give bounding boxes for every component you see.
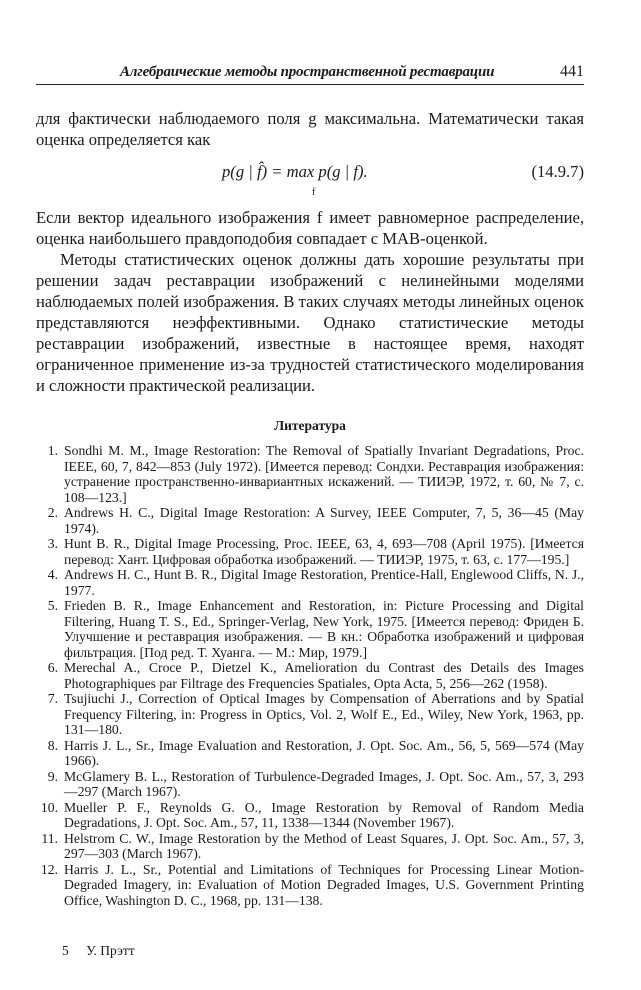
body-text [36,108,584,396]
reference-number: 4. [47,567,58,582]
reference-text: Andrews H. C., Hunt B. R., Digital Image Restoration, Prentice-Hall, Englewood Cliffs, N. J., 1977. [64,567,584,598]
reference-item [36,831,584,862]
reference-item [36,567,584,598]
reference-item [36,800,584,831]
reference-number: 5. [47,598,58,613]
reference-text: Helstrom C. W., Image Restoration by the Method of Least Squares, J. Opt. Soc. Am., 57, 3, 297—303 (March 1967). [64,830,584,861]
signature-number: 5 [62,943,69,958]
formula-text: p(g | f̂) = max p(g | f). [222,162,368,181]
reference-item [36,691,584,738]
reference-number: 8. [47,737,58,753]
reference-number: 10. [40,799,58,815]
reference-text: Frieden B. R., Image Enhancement and Restoration, in: Picture Processing and Digital Filtering, Huang T. S., Ed., Springer-Verlag, New York, 1975. [Имеется перевод: Фриден Б. Улучшение и реставрация изображения. — В кн.: Обработка изображений и цифровая фильтрация. [Под ред. Т. Хуанга. — М.: Мир, 1979.] [64,598,584,660]
reference-text: McGlamery B. L., Restoration of Turbulence-Degraded Images, J. Opt. Soc. Am., 57, 3, 293—297 (March 1967). [64,768,584,799]
paragraph-2: Если вектор идеального изображения f имеет равномерное распределение, оценка наибольшего правдоподобия совпадает с МАВ-оценкой. [36,208,584,248]
reference-text: Hunt B. R., Digital Image Processing, Proc. IEEE, 63, 4, 693—708 (April 1975). [Имеется перевод: Хант. Цифровая обработка изображений. — ТИИЭР, 1975, т. 63, с. 177—195.] [64,536,584,567]
reference-number: 7. [47,691,58,706]
reference-item [36,443,584,505]
reference-text: Merechal A., Croce P., Dietzel K., Amelioration du Contrast des Details des Images Photographiques par Filtrage des Frequencies Spatiales, Opta Acta, 5, 256—262 (1958). [64,660,584,691]
reference-text: Andrews H. C., Digital Image Restoration: A Survey, IEEE Computer, 7, 5, 36—45 (May 1974). [64,505,584,536]
reference-number: 2. [47,505,58,520]
reference-number: 12. [40,861,58,877]
reference-list [36,443,584,908]
reference-number: 1. [47,443,58,458]
reference-item [36,536,584,567]
signature-line [62,943,135,959]
running-header [36,63,584,85]
reference-number: 6. [47,660,58,675]
reference-text: Mueller P. F., Reynolds G. O., Image Restoration by Removal of Random Media Degradations, J. Opt. Soc. Am., 57, 11, 1338—1344 (November 1967). [64,799,584,830]
paragraph-1: для фактически наблюдаемого поля g максимальна. Математически такая оценка определяется как [36,109,584,149]
reference-item [36,738,584,769]
equation-number: (14.9.7) [531,162,584,181]
formula-subscript: f [312,187,316,198]
running-title: Алгебраические методы пространственной реставрации [120,64,495,80]
reference-item [36,769,584,800]
references-title: Литература [274,418,346,433]
reference-item [36,660,584,691]
reference-text: Sondhi M. M., Image Restoration: The Removal of Spatially Invariant Degradations, Proc. IEEE, 60, 7, 842—853 (July 1972). [Имеется перевод: Сондхи. Реставрация изображения: устранение пространственно-инвариантных искажений. — ТИИЭР, 1972, т. 60, № 7, с. 108—123.] [64,443,584,505]
signature-text: У. Прэтт [86,943,135,958]
paragraph-3: Методы статистических оценок должны дать хорошие результаты при решении задач реставрации изображений с нелинейными моделями наблюдаемых полей изображения. В таких случаях методы линейных оценок представляются неэффективными. Однако статистические методы реставрации изображений, известные в настоящее время, находят ограниченное применение из-за трудностей статистического моделирования и сложности практической реализации. [36,250,584,395]
reference-number: 9. [47,768,58,784]
reference-number: 11. [41,830,58,846]
equation-14-9-7 [36,161,584,198]
reference-text: Tsujiuchi J., Correction of Optical Images by Compensation of Aberrations and by Spatial Frequency Filtering, in: Progress in Optics, Vol. 2, Wolf E., Ed., Wiley, New York, 1963, pp. 131—180. [64,691,584,737]
reference-text: Harris J. L., Sr., Image Evaluation and Restoration, J. Opt. Soc. Am., 56, 5, 569—574 (May 1966). [64,737,584,768]
page-number: 441 [560,63,584,80]
reference-item [36,598,584,660]
reference-number: 3. [47,536,58,551]
reference-item [36,505,584,536]
reference-text: Harris J. L., Sr., Potential and Limitations of Techniques for Processing Linear Motion-Degraded Imagery, in: Evaluation of Motion Degraded Images, U.S. Government Printing Office, Washington D. C., 1968, pp. 131—138. [64,861,584,908]
formula-expression [222,161,368,198]
reference-item [36,862,584,909]
